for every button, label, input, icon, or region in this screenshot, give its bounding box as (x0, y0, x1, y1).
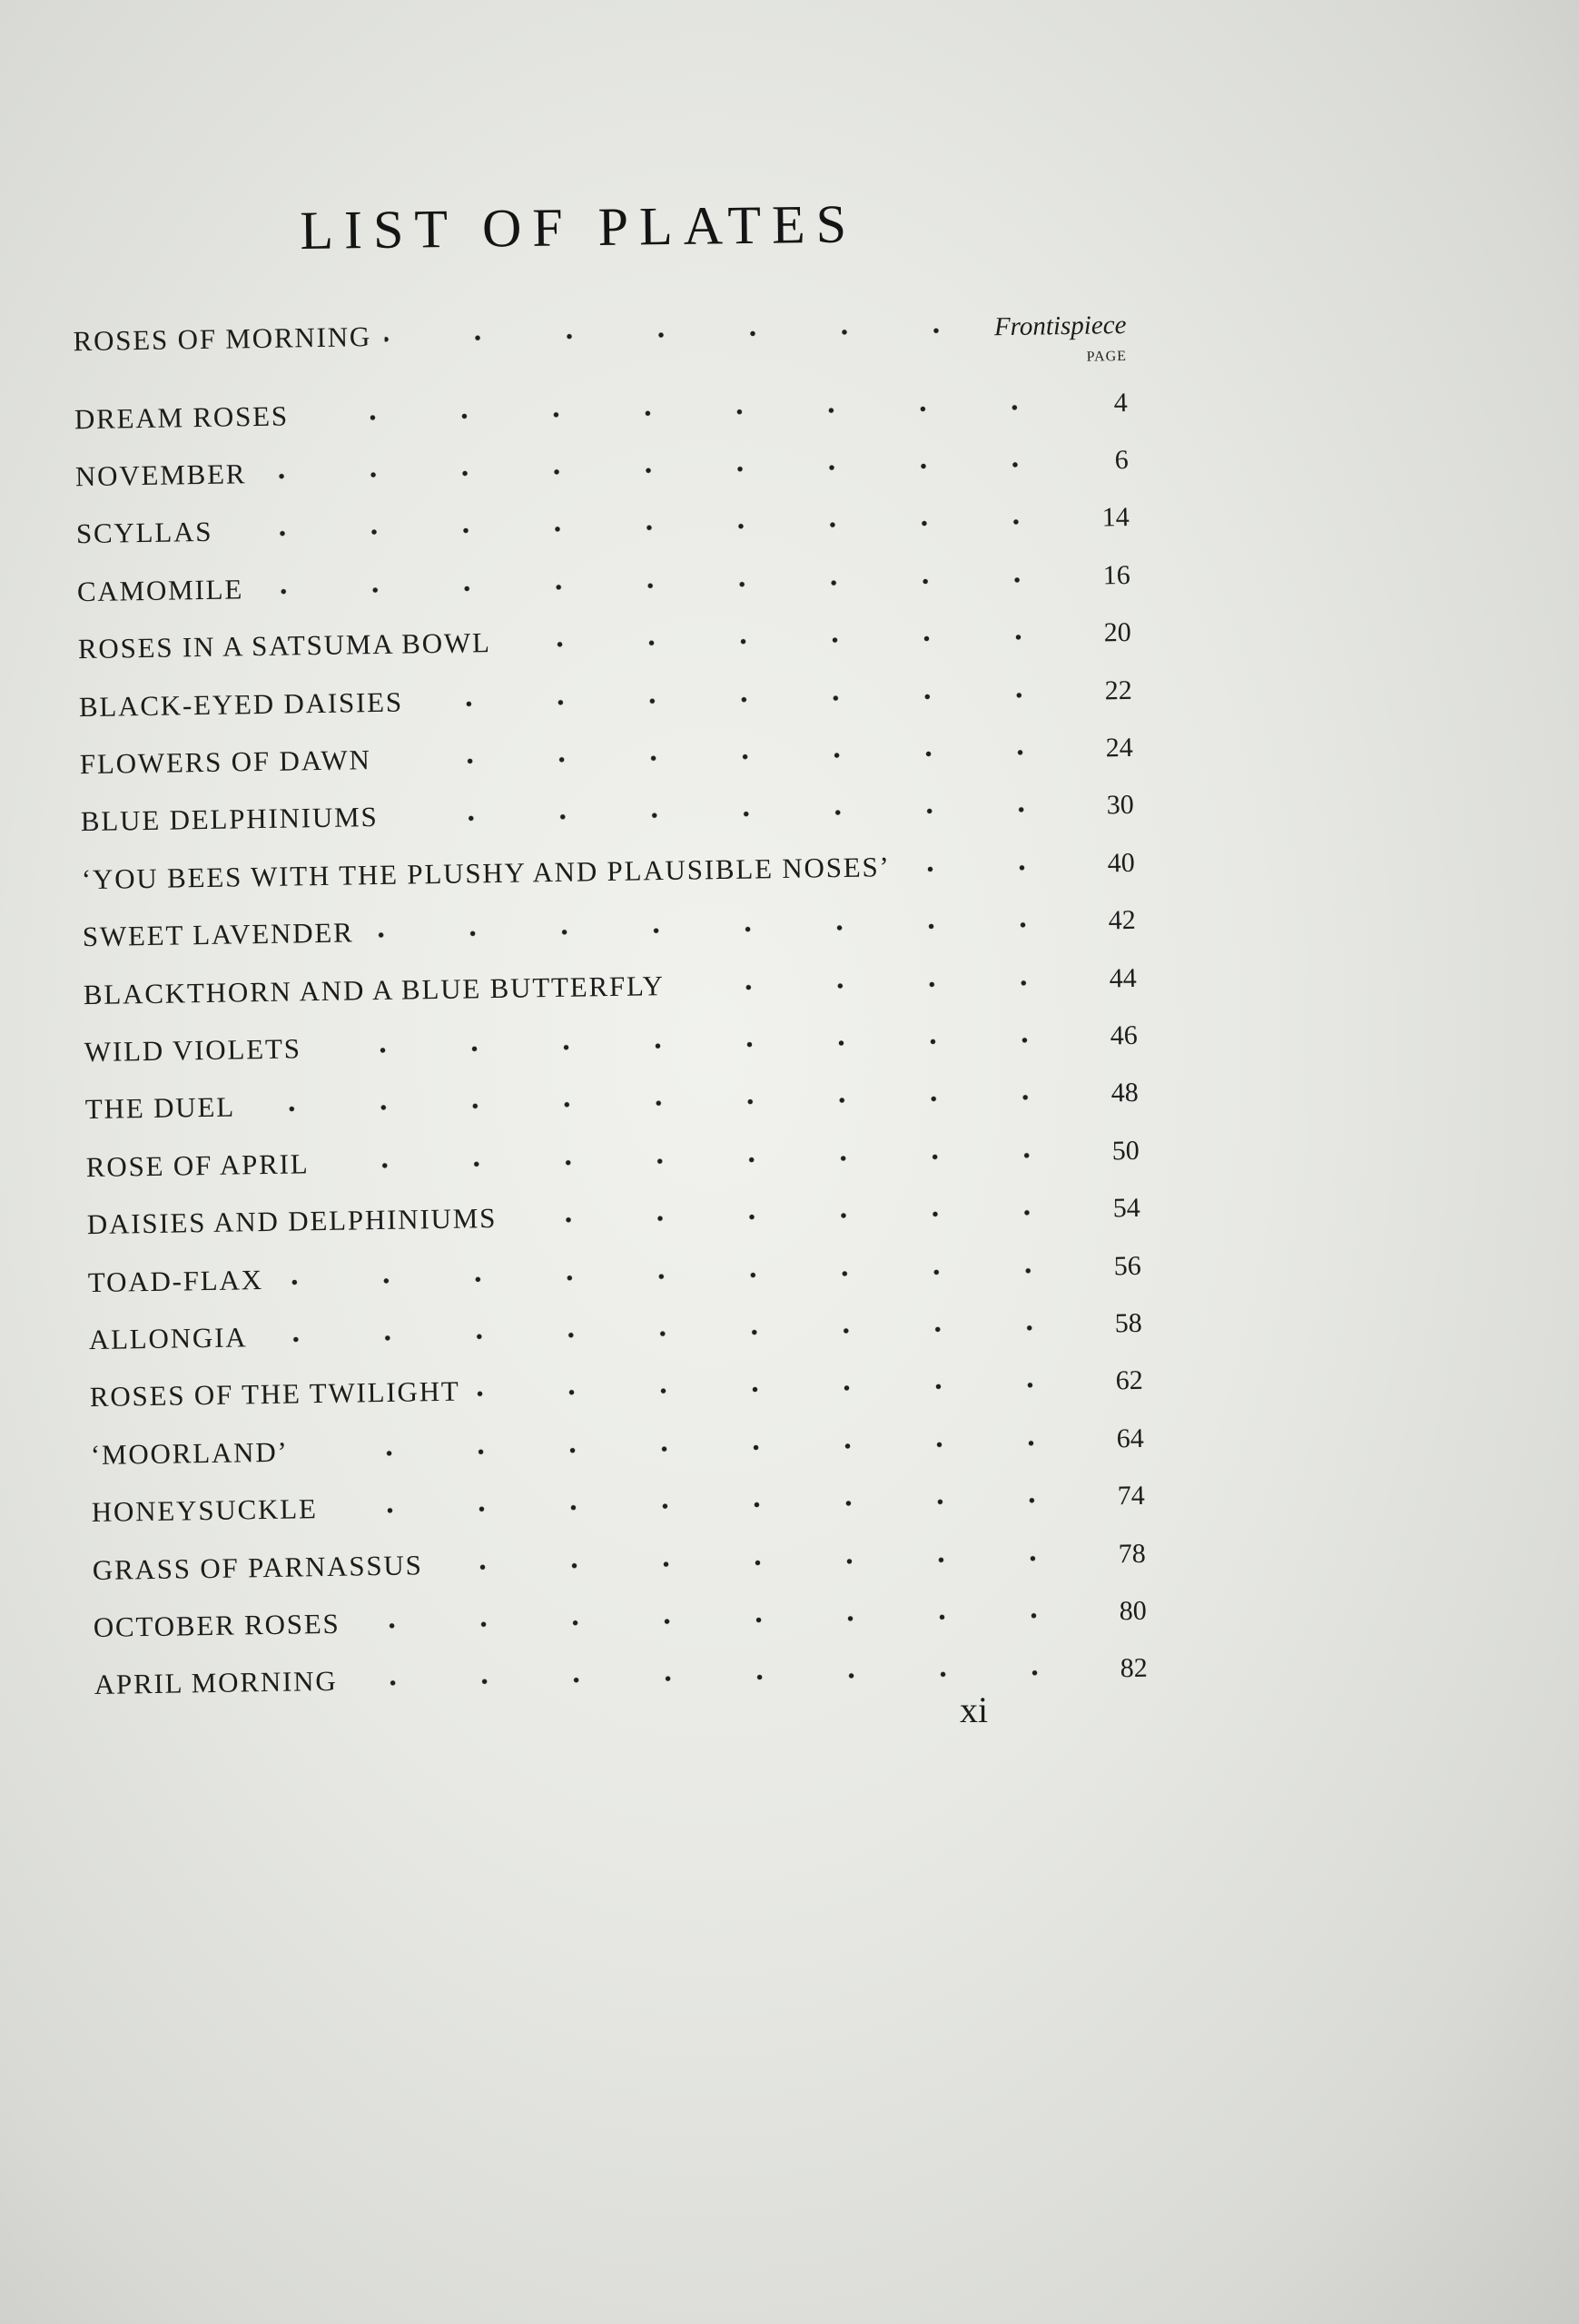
plate-title: ROSE OF APRIL (85, 1147, 310, 1183)
dot-leader (436, 1553, 1079, 1571)
page-number-ref: 74 (1117, 1480, 1145, 1512)
dot-leader (677, 979, 1070, 992)
page-number-ref: 62 (1115, 1365, 1143, 1396)
plate-title: NOVEMBER (74, 458, 247, 493)
page-number-ref: 82 (1120, 1653, 1148, 1684)
page-number-ref: 6 (1114, 445, 1130, 476)
dot-leader (473, 1381, 1076, 1397)
page-number-ref: 50 (1111, 1135, 1140, 1167)
dot-leader (259, 460, 1061, 480)
page-number-ref: 64 (1116, 1423, 1144, 1454)
page-number-ref: 48 (1110, 1078, 1139, 1108)
page-number-ref: 24 (1105, 732, 1134, 763)
dot-leader (331, 1496, 1078, 1515)
page-number-ref: 22 (1104, 675, 1133, 706)
page-title: LIST OF PLATES (300, 193, 858, 261)
plate-title: BLUE DELPHINIUMS (80, 801, 379, 838)
dot-leader (384, 748, 1066, 766)
dot-leader (321, 1151, 1071, 1170)
plate-title: SWEET LAVENDER (82, 916, 354, 953)
dot-leader (390, 806, 1066, 824)
page-number-ref: 54 (1112, 1193, 1140, 1224)
dot-leader (301, 1439, 1077, 1458)
plate-title: CAMOMILE (76, 573, 244, 608)
plates-list (73, 300, 1148, 1714)
dot-leader (256, 576, 1063, 596)
plate-title: DREAM ROSES (74, 399, 290, 435)
page-number-ref: 20 (1103, 617, 1132, 648)
page-number-ref: 78 (1118, 1538, 1146, 1569)
plate-title: ROSES OF MORNING (73, 320, 372, 358)
dot-leader (903, 863, 1068, 873)
plate-title: ‘MOORLAND’ (90, 1435, 289, 1471)
plate-title: APRIL MORNING (94, 1665, 338, 1701)
plate-title: TOAD-FLAX (87, 1263, 264, 1298)
plate-title: OCTOBER ROSES (93, 1607, 340, 1643)
page-number-ref: 42 (1108, 905, 1136, 936)
plate-title: FLOWERS OF DAWN (79, 743, 371, 781)
dot-leader (248, 1093, 1071, 1113)
dot-leader (314, 1036, 1071, 1055)
plate-title: THE DUEL (84, 1090, 236, 1126)
page-number-ref: 40 (1107, 847, 1136, 879)
page-number-ref: 14 (1101, 502, 1130, 533)
page-number: xi (960, 1689, 989, 1730)
plate-title: ROSES IN A SATSUMA BOWL (77, 626, 491, 665)
page-number-ref: 56 (1113, 1250, 1141, 1281)
page-number-ref: 80 (1119, 1595, 1147, 1627)
plate-title: BLACKTHORN AND A BLUE BUTTERFLY (83, 969, 666, 1010)
dot-leader (367, 921, 1069, 939)
dot-leader (353, 1611, 1080, 1630)
dot-leader (276, 1266, 1074, 1286)
page-number-ref: 30 (1106, 790, 1135, 821)
plate-title: HONEYSUCKLE (91, 1492, 318, 1529)
dot-leader (225, 518, 1062, 538)
plate-title: ROSES OF THE TWILIGHT (89, 1374, 460, 1413)
page-number-ref: 46 (1110, 1019, 1138, 1051)
page-number-ref: 16 (1102, 559, 1131, 591)
plate-title: WILD VIOLETS (84, 1032, 301, 1068)
plate-title: GRASS OF PARNASSUS (92, 1548, 423, 1586)
page-number-ref: 44 (1109, 962, 1137, 993)
plate-title: BLACK-EYED DAISIES (78, 685, 404, 723)
plate-title: DAISIES AND DELPHINIUMS (86, 1202, 498, 1241)
page-number-ref: 58 (1114, 1307, 1142, 1339)
page-column-header: PAGE (1086, 348, 1128, 365)
dot-leader (509, 1208, 1073, 1225)
dot-leader (350, 1669, 1080, 1688)
dot-leader (260, 1324, 1074, 1344)
page-number-ref: 4 (1113, 387, 1129, 418)
dot-leader (504, 633, 1064, 649)
dot-leader (384, 327, 982, 343)
plate-title: ALLONGIA (88, 1321, 248, 1356)
plate-reference: Frontispiece (993, 310, 1127, 341)
plate-title: ‘YOU BEES WITH THE PLUSHY AND PLAUSIBLE NOSES’ (81, 850, 891, 895)
dot-leader (301, 403, 1061, 422)
dot-leader (416, 691, 1065, 708)
plate-title: SCYLLAS (75, 516, 213, 550)
plates-entries (74, 374, 1148, 1714)
